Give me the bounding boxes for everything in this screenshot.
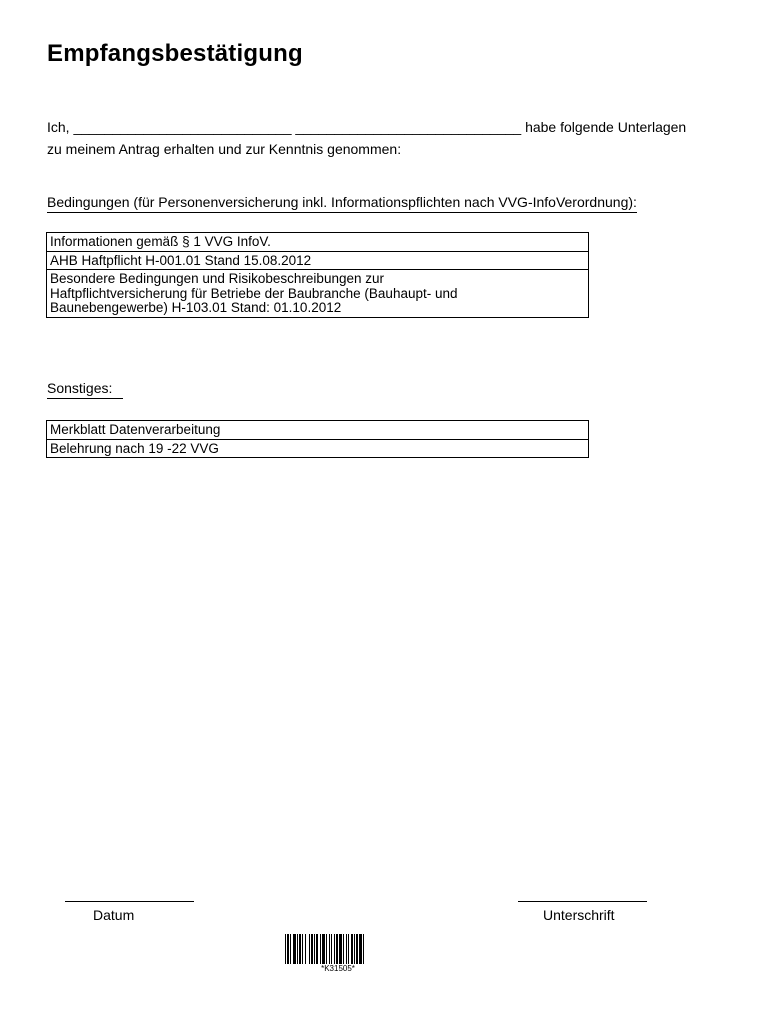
barcode-bar xyxy=(305,934,306,964)
intro-line2: zu meinem Antrag erhalten und zur Kenntnis genommen: xyxy=(47,141,402,157)
sonstiges-table xyxy=(46,420,589,458)
barcode-bar xyxy=(309,934,310,964)
barcode-bar xyxy=(339,934,342,964)
barcode-bar xyxy=(334,934,335,964)
table-row xyxy=(47,252,588,271)
bedingungen-table xyxy=(46,232,589,318)
barcode-bar xyxy=(359,934,362,964)
table-row xyxy=(47,270,588,317)
barcode-bar xyxy=(322,934,325,964)
barcode-bar xyxy=(348,934,349,964)
barcode-bar xyxy=(331,934,332,964)
barcode-bar xyxy=(299,934,301,964)
barcode-bar xyxy=(287,934,289,964)
name-blank-1: ____________________________ xyxy=(73,119,292,135)
date-label: Datum xyxy=(93,907,135,923)
barcode-bar xyxy=(311,934,313,964)
barcode-bar xyxy=(343,934,344,964)
table-cell-text: AHB Haftpflicht H-001.01 Stand 15.08.2012 xyxy=(50,252,312,268)
barcode-bar xyxy=(293,934,296,964)
bedingungen-heading: Bedingungen (für Personenversicherung inkl. Informationspflichten nach VVG-InfoVerordnung): xyxy=(47,194,637,213)
barcode-bar xyxy=(326,934,327,964)
name-blank-2: _____________________________ xyxy=(295,119,522,135)
barcode-bar xyxy=(351,934,353,964)
page-title: Empfangsbestätigung xyxy=(47,40,303,67)
barcode-bar xyxy=(320,934,321,964)
barcode-bar xyxy=(314,934,315,964)
intro-line1-end: habe folgende Unterlagen xyxy=(525,119,687,135)
barcode-image xyxy=(285,934,391,964)
table-cell-text: Baunebengewerbe) H-103.01 Stand: 01.10.2012 xyxy=(50,300,342,315)
barcode-bar xyxy=(336,934,338,964)
table-cell-text: Haftpflichtversicherung für Betriebe der Baubranche (Bauhaupt- und xyxy=(50,285,458,301)
barcode-bar xyxy=(363,934,364,964)
barcode-bar xyxy=(302,934,303,964)
barcode-text: *K31505* xyxy=(321,964,355,973)
barcode-bar xyxy=(316,934,318,964)
barcode-bar xyxy=(354,934,355,964)
intro-ich: Ich, xyxy=(47,119,70,135)
barcode-bar xyxy=(297,934,298,964)
table-cell-text: Belehrung nach 19 -22 VVG xyxy=(50,440,219,456)
table-row xyxy=(47,421,588,440)
barcode-bar xyxy=(329,934,330,964)
date-line xyxy=(65,901,194,902)
signature-line xyxy=(518,901,647,902)
table-row xyxy=(47,233,588,252)
barcode-bar xyxy=(346,934,347,964)
table-cell-text: Merkblatt Datenverarbeitung xyxy=(50,422,221,437)
signature-label: Unterschrift xyxy=(543,907,615,923)
table-cell-text: Informationen gemäß § 1 VVG InfoV. xyxy=(50,234,271,249)
intro-text xyxy=(47,116,737,160)
barcode-bar xyxy=(356,934,358,964)
barcode-bar xyxy=(290,934,291,964)
table-cell-text: Besondere Bedingungen und Risikobeschreibungen zur xyxy=(50,271,384,286)
table-row xyxy=(47,440,588,458)
sonstiges-heading: Sonstiges: xyxy=(47,380,123,399)
barcode-bar xyxy=(285,934,286,964)
